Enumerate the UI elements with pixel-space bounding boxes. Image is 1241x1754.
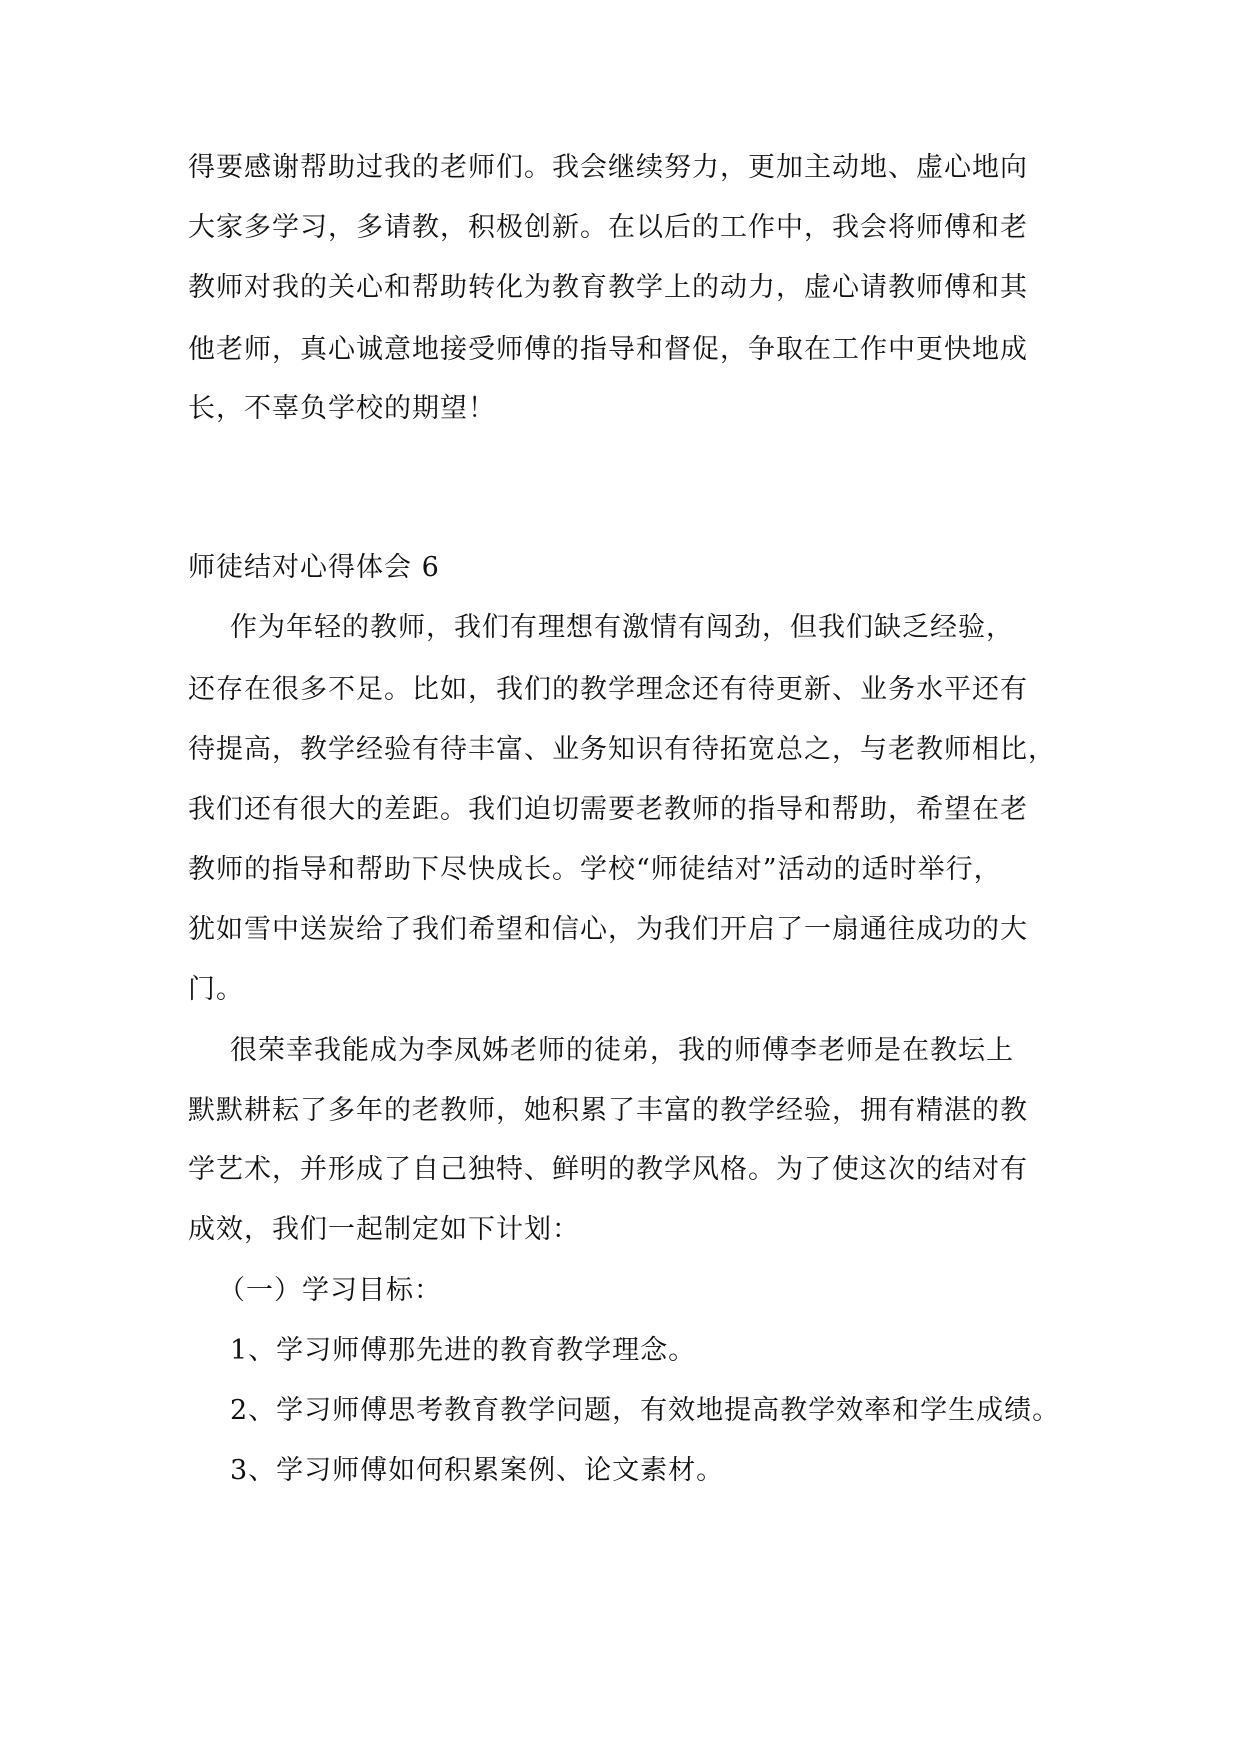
list-item: 1、学习师傅那先进的教育教学理念。 bbox=[230, 1335, 697, 1366]
paragraph-line: 待提高，教学经验有待丰富、业务知识有待拓宽总之，与老教师相比， bbox=[188, 734, 1056, 765]
paragraph-line: 他老师，真心诚意地接受师傅的指导和督促，争取在工作中更快地成 bbox=[188, 334, 1028, 365]
paragraph-line: 长，不辜负学校的期望！ bbox=[188, 393, 496, 424]
paragraph-line: 教师的指导和帮助下尽快成长。学校“师徒结对”活动的适时举行， bbox=[188, 854, 1002, 885]
paragraph-line: 得要感谢帮助过我的老师们。我会继续努力，更加主动地、虚心地向 bbox=[188, 152, 1028, 183]
paragraph-line: 还存在很多不足。比如，我们的教学理念还有待更新、业务水平还有 bbox=[188, 674, 1028, 705]
list-heading: （一）学习目标： bbox=[218, 1275, 442, 1306]
paragraph-line: 门。 bbox=[188, 974, 244, 1005]
paragraph-line: 作为年轻的教师，我们有理想有激情有闯劲，但我们缺乏经验， bbox=[230, 612, 1014, 643]
section-heading: 师徒结对心得体会 6 bbox=[188, 552, 440, 583]
paragraph-line: 默默耕耘了多年的老教师，她积累了丰富的教学经验，拥有精湛的教 bbox=[188, 1095, 1028, 1126]
paragraph-line: 很荣幸我能成为李凤姊老师的徒弟，我的师傅李老师是在教坛上 bbox=[230, 1035, 1014, 1066]
list-item: 3、学习师傅如何积累案例、论文素材。 bbox=[230, 1455, 725, 1486]
paragraph-line: 我们还有很大的差距。我们迫切需要老教师的指导和帮助，希望在老 bbox=[188, 794, 1028, 825]
list-item: 2、学习师傅思考教育教学问题，有效地提高教学效率和学生成绩。 bbox=[230, 1395, 1061, 1426]
paragraph-line: 犹如雪中送炭给了我们希望和信心，为我们开启了一扇通往成功的大 bbox=[188, 914, 1028, 945]
paragraph-line: 教师对我的关心和帮助转化为教育教学上的动力，虚心请教师傅和其 bbox=[188, 272, 1028, 303]
paragraph-line: 学艺术，并形成了自己独特、鲜明的教学风格。为了使这次的结对有 bbox=[188, 1154, 1028, 1185]
paragraph-line: 大家多学习，多请教，积极创新。在以后的工作中，我会将师傅和老 bbox=[188, 212, 1028, 243]
paragraph-line: 成效，我们一起制定如下计划： bbox=[188, 1214, 580, 1245]
